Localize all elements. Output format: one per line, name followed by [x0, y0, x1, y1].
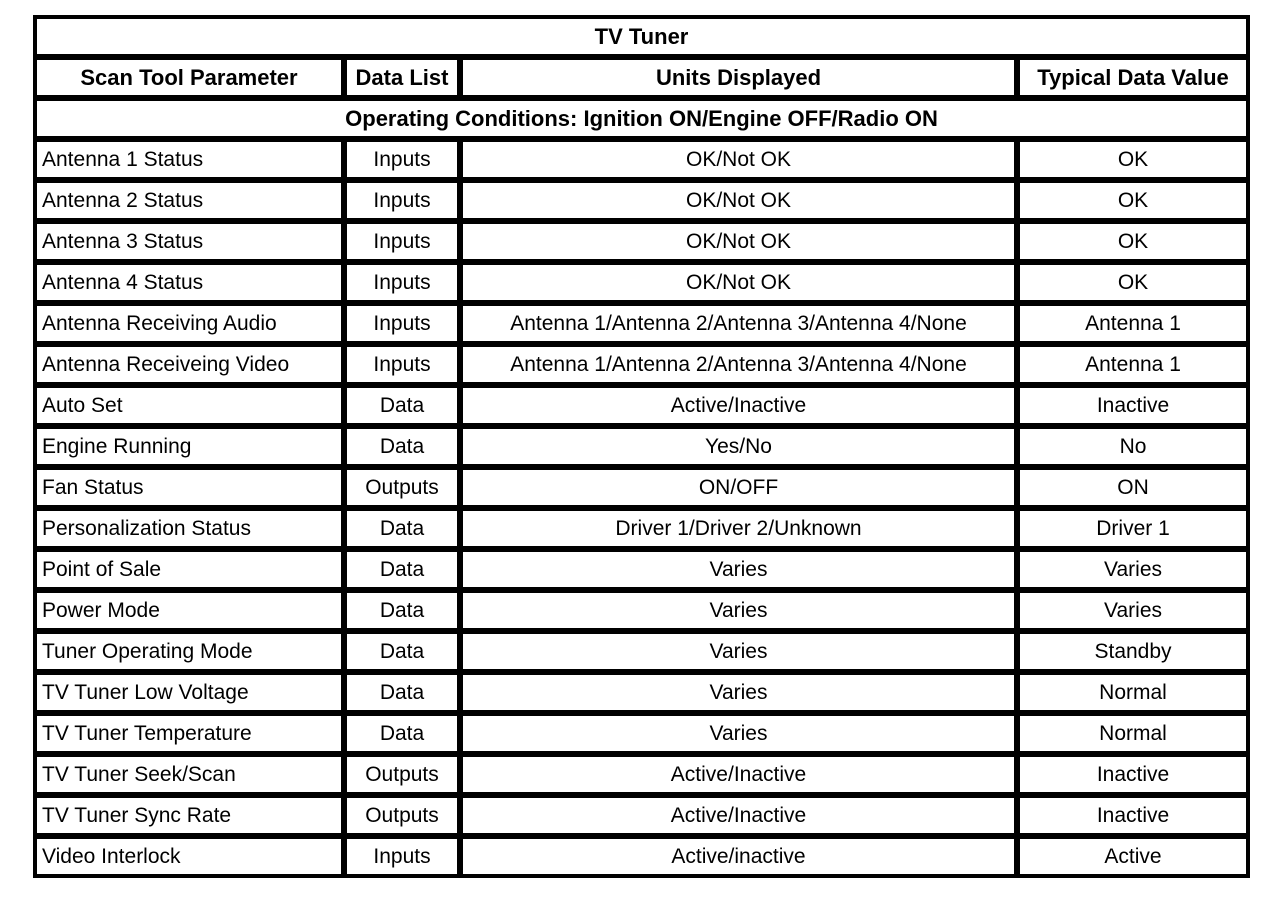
units-cell: ON/OFF: [460, 467, 1017, 508]
param-cell: Antenna 2 Status: [34, 180, 344, 221]
typical-value-cell: Standby: [1017, 631, 1249, 672]
units-cell: OK/Not OK: [460, 262, 1017, 303]
table-row: [34, 836, 1249, 877]
header-row: [34, 57, 1249, 98]
data-list-cell: Data: [344, 631, 460, 672]
typical-value-cell: Varies: [1017, 590, 1249, 631]
typical-value-cell: Active: [1017, 836, 1249, 877]
data-list-cell: Data: [344, 508, 460, 549]
typical-value-cell: OK: [1017, 262, 1249, 303]
param-cell: Auto Set: [34, 385, 344, 426]
table-row: [34, 672, 1249, 713]
table-row: [34, 590, 1249, 631]
param-cell: Video Interlock: [34, 836, 344, 877]
data-list-cell: Data: [344, 672, 460, 713]
data-list-cell: Inputs: [344, 836, 460, 877]
table-title: TV Tuner: [34, 16, 1249, 57]
typical-value-cell: Normal: [1017, 713, 1249, 754]
typical-value-cell: OK: [1017, 139, 1249, 180]
table-row: [34, 508, 1249, 549]
table-row: [34, 262, 1249, 303]
data-list-cell: Data: [344, 385, 460, 426]
data-list-cell: Inputs: [344, 221, 460, 262]
table-row: [34, 385, 1249, 426]
table-row: [34, 549, 1249, 590]
data-list-cell: Inputs: [344, 180, 460, 221]
units-cell: Varies: [460, 672, 1017, 713]
data-list-cell: Inputs: [344, 139, 460, 180]
table-row: [34, 303, 1249, 344]
units-cell: Active/Inactive: [460, 795, 1017, 836]
column-header-typical-data-value: Typical Data Value: [1017, 57, 1249, 98]
table-row: [34, 467, 1249, 508]
param-cell: Fan Status: [34, 467, 344, 508]
typical-value-cell: Inactive: [1017, 385, 1249, 426]
spec-table: [33, 15, 1250, 878]
table-row: [34, 426, 1249, 467]
param-cell: Power Mode: [34, 590, 344, 631]
param-cell: TV Tuner Low Voltage: [34, 672, 344, 713]
table-row: [34, 631, 1249, 672]
data-list-cell: Outputs: [344, 795, 460, 836]
typical-value-cell: No: [1017, 426, 1249, 467]
units-cell: Driver 1/Driver 2/Unknown: [460, 508, 1017, 549]
units-cell: Varies: [460, 713, 1017, 754]
units-cell: Varies: [460, 549, 1017, 590]
typical-value-cell: ON: [1017, 467, 1249, 508]
typical-value-cell: Inactive: [1017, 795, 1249, 836]
data-list-cell: Data: [344, 590, 460, 631]
table-row: [34, 221, 1249, 262]
units-cell: Antenna 1/Antenna 2/Antenna 3/Antenna 4/None: [460, 303, 1017, 344]
table-row: [34, 180, 1249, 221]
typical-value-cell: Inactive: [1017, 754, 1249, 795]
table-row: [34, 713, 1249, 754]
units-cell: Antenna 1/Antenna 2/Antenna 3/Antenna 4/None: [460, 344, 1017, 385]
param-cell: TV Tuner Seek/Scan: [34, 754, 344, 795]
typical-value-cell: Antenna 1: [1017, 344, 1249, 385]
units-cell: Varies: [460, 590, 1017, 631]
param-cell: TV Tuner Sync Rate: [34, 795, 344, 836]
title-row: [34, 16, 1249, 57]
data-list-cell: Inputs: [344, 344, 460, 385]
units-cell: OK/Not OK: [460, 180, 1017, 221]
operating-conditions-banner: Operating Conditions: Ignition ON/Engine OFF/Radio ON: [34, 98, 1249, 139]
data-list-cell: Data: [344, 713, 460, 754]
param-cell: Antenna 3 Status: [34, 221, 344, 262]
units-cell: OK/Not OK: [460, 139, 1017, 180]
column-header-units-displayed: Units Displayed: [460, 57, 1017, 98]
param-cell: Tuner Operating Mode: [34, 631, 344, 672]
data-list-cell: Inputs: [344, 262, 460, 303]
typical-value-cell: Antenna 1: [1017, 303, 1249, 344]
table-row: [34, 344, 1249, 385]
data-list-cell: Outputs: [344, 467, 460, 508]
units-cell: Varies: [460, 631, 1017, 672]
typical-value-cell: Normal: [1017, 672, 1249, 713]
units-cell: Active/Inactive: [460, 754, 1017, 795]
param-cell: Antenna 1 Status: [34, 139, 344, 180]
table-row: [34, 754, 1249, 795]
param-cell: TV Tuner Temperature: [34, 713, 344, 754]
column-header-scan-tool-parameter: Scan Tool Parameter: [34, 57, 344, 98]
units-cell: OK/Not OK: [460, 221, 1017, 262]
typical-value-cell: Driver 1: [1017, 508, 1249, 549]
tv-tuner-scan-data-table: [33, 15, 1250, 878]
units-cell: Active/Inactive: [460, 385, 1017, 426]
param-cell: Point of Sale: [34, 549, 344, 590]
operating-conditions-row: [34, 98, 1249, 139]
data-list-cell: Data: [344, 426, 460, 467]
param-cell: Personalization Status: [34, 508, 344, 549]
units-cell: Yes/No: [460, 426, 1017, 467]
column-header-data-list: Data List: [344, 57, 460, 98]
table-row: [34, 139, 1249, 180]
param-cell: Antenna Receiving Audio: [34, 303, 344, 344]
param-cell: Antenna 4 Status: [34, 262, 344, 303]
units-cell: Active/inactive: [460, 836, 1017, 877]
data-list-cell: Inputs: [344, 303, 460, 344]
typical-value-cell: OK: [1017, 221, 1249, 262]
param-cell: Antenna Receiveing Video: [34, 344, 344, 385]
param-cell: Engine Running: [34, 426, 344, 467]
typical-value-cell: Varies: [1017, 549, 1249, 590]
data-list-cell: Outputs: [344, 754, 460, 795]
table-row: [34, 795, 1249, 836]
data-list-cell: Data: [344, 549, 460, 590]
typical-value-cell: OK: [1017, 180, 1249, 221]
